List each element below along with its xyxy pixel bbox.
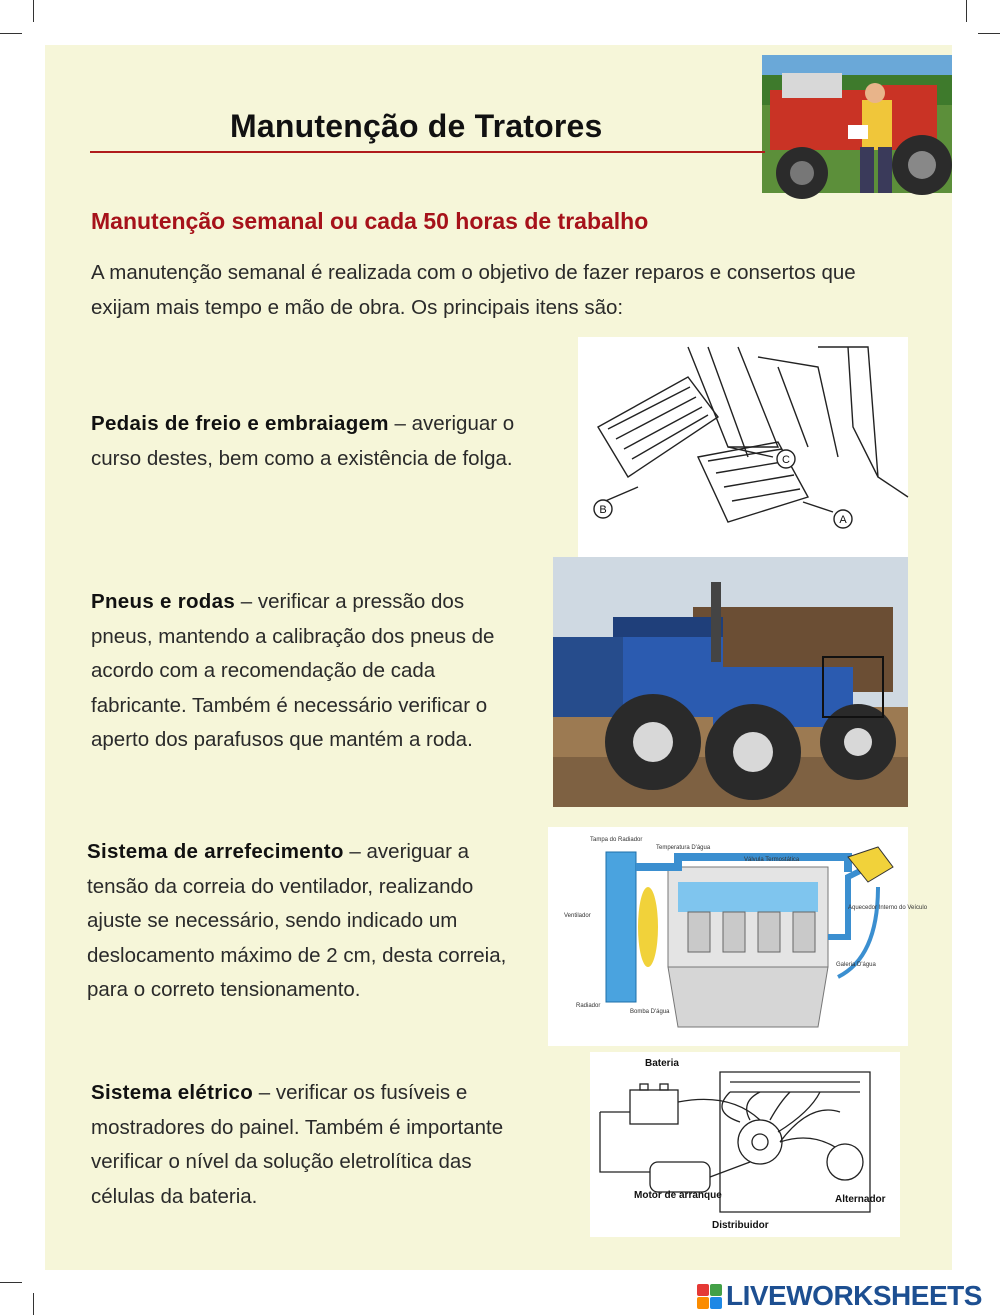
crop-mark (33, 1293, 34, 1315)
blue-tractor-photo (553, 557, 908, 807)
crop-mark (0, 1282, 22, 1283)
crop-mark (33, 0, 34, 22)
brand-text: LIVEWORKSHEETS (726, 1280, 982, 1311)
cooling-label: Válvula Termostática (744, 857, 800, 863)
cooling-label: Radiador (576, 1003, 601, 1009)
pedal-label-b: B (599, 504, 607, 516)
pedal-diagram (578, 337, 908, 557)
electric-diagram (590, 1052, 900, 1237)
brand-square (697, 1297, 709, 1309)
brand-mark-icon (697, 1284, 722, 1309)
item-tires-wheels (91, 585, 531, 758)
cooling-label: Bomba D'água (630, 1009, 670, 1015)
item-brake-pedals (91, 407, 531, 476)
item-term: Pneus e rodas (91, 590, 236, 613)
title-divider (90, 151, 765, 153)
item-term: Sistema elétrico (91, 1081, 254, 1104)
liveworksheets-logo[interactable] (697, 1280, 982, 1312)
cooling-label: Galeria D'água (836, 962, 876, 968)
pedal-label-c: C (782, 454, 790, 466)
brand-square (697, 1284, 709, 1296)
tractor-mechanic-photo (762, 55, 952, 193)
electric-label: Alternador (835, 1194, 886, 1205)
pedal-label-a: A (839, 514, 847, 526)
item-term: Pedais de freio e embraiagem (91, 412, 389, 435)
crop-mark (0, 33, 22, 34)
electric-label: Distribuidor (712, 1220, 769, 1231)
brand-square (710, 1284, 722, 1296)
page-title: Manutenção de Tratores (230, 108, 603, 144)
item-text: – verificar a pressão dos pneus, mantendo a calibração dos pneus de acordo com a recomendação de cada fabricante. Também é necessário verificar o aperto dos parafusos que mantém a roda. (91, 590, 495, 751)
item-text: – averiguar o curso destes, bem como a existência de folga. (91, 412, 515, 470)
cooling-label: Ventilador (564, 913, 591, 919)
cooling-label: Aquecedor Interno do Veículo (848, 905, 928, 911)
item-term: Sistema de arrefecimento (87, 840, 344, 863)
crop-mark (966, 0, 967, 22)
cooling-diagram (548, 827, 928, 1046)
item-text: – averiguar a tensão da correia do ventilador, realizando ajuste se necessário, sendo indicado um deslocamento máximo de 2 cm, desta correia, para o correto tensionamento. (87, 840, 507, 1001)
item-cooling-system (87, 835, 527, 1008)
intro-paragraph: A manutenção semanal é realizada com o objetivo de fazer reparos e consertos que exijam mais tempo e mão de obra. Os principais itens são: (91, 261, 856, 319)
item-text: – verificar os fusíveis e mostradores do painel. Também é importante verificar o nível da solução eletrolítica das células da bateria. (91, 1081, 504, 1208)
electric-label: Motor de arranque (634, 1190, 722, 1201)
cooling-label: Temperatura D'água (656, 845, 711, 851)
section-heading: Manutenção semanal ou cada 50 horas de trabalho (91, 208, 649, 234)
item-electrical-system (91, 1076, 531, 1214)
electric-label: Bateria (645, 1058, 679, 1069)
cooling-label: Tampa do Radiador (590, 837, 643, 843)
crop-mark (978, 33, 1000, 34)
brand-square (710, 1297, 722, 1309)
